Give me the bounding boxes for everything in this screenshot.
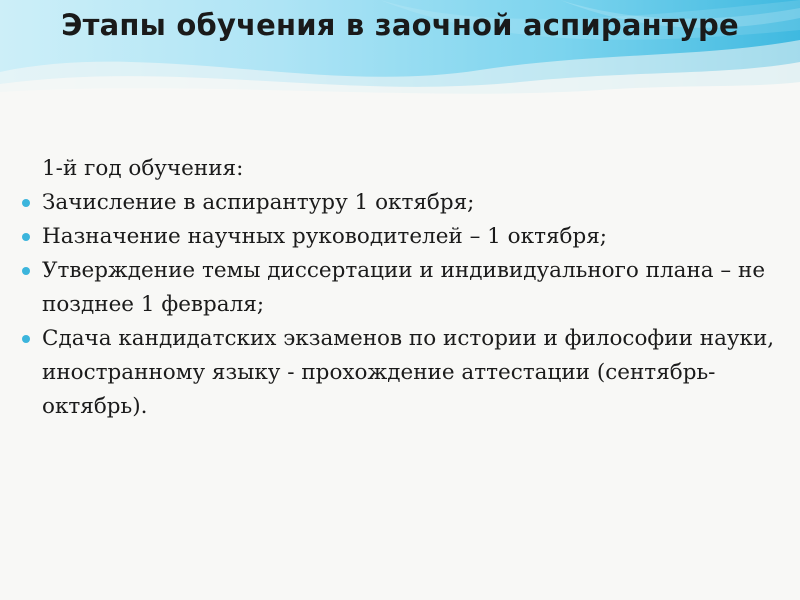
bullet-item xyxy=(22,186,782,220)
bullet-dot-icon xyxy=(22,335,30,343)
bullet-text: Утверждение темы диссертации и индивидуального плана – не позднее 1 февраля; xyxy=(42,258,766,317)
bullet-dot-icon xyxy=(22,233,30,241)
bullet-item xyxy=(22,322,782,424)
bullet-dot-icon xyxy=(22,199,30,207)
bullet-text: Сдача кандидатских экзаменов по истории и философии науки, иностранному языку - прохождение аттестации (сентябрь-октябрь). xyxy=(42,326,775,419)
bullet-text: Назначение научных руководителей – 1 октября; xyxy=(42,224,608,249)
bullet-dot-icon xyxy=(22,267,30,275)
slide-content xyxy=(22,152,782,424)
bullet-item xyxy=(22,254,782,322)
bullet-text: Зачисление в аспирантуру 1 октября; xyxy=(42,190,475,215)
bullet-item xyxy=(22,220,782,254)
bullet-list xyxy=(22,186,782,424)
slide-title: Этапы обучения в заочной аспирантуре xyxy=(61,8,739,42)
intro-text: 1-й год обучения: xyxy=(42,156,244,181)
